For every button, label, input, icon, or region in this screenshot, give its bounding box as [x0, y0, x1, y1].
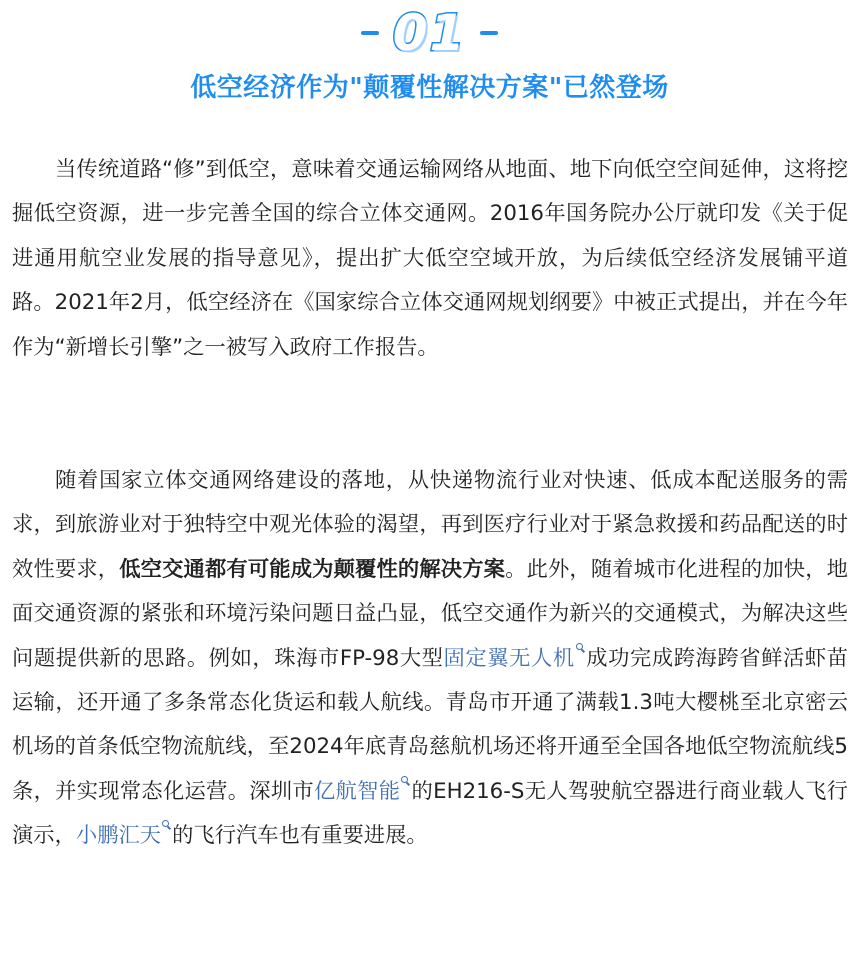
left-dash-decoration: [361, 31, 379, 35]
link-xpeng-aeroht[interactable]: 小鹏汇天: [75, 823, 162, 849]
section-number: 01: [392, 4, 467, 62]
link-fixed-wing-drone[interactable]: 固定翼无人机: [443, 645, 575, 671]
paragraph-2-text-5: 的飞行汽车也有重要进展。: [172, 823, 428, 849]
paragraph-2-text-2: 。此外，随着城市化进程的加快，地面交通资源的紧张和环境污染问题日益凸显，低空交通作为新兴的交通模式，为解决这些问题提供新的思路。例如，珠海市FP-98大型: [12, 556, 848, 671]
paragraph-1: 当传统道路“修”到低空，意味着交通运输网络从地面、地下向低空空间延伸，这将挖掘低空资源，进一步完善全国的综合立体交通网。2016年国务院办公厅就印发《关于促进通用航空业发展的指导意见》，提出扩大低空空域开放，为后续低空经济发展铺平道路。2021年2月，低空经济在《国家综合立体交通网规划纲要》中被正式提出，并在今年作为“新增长引擎”之一被写入政府工作报告。: [12, 157, 848, 360]
search-icon[interactable]: [162, 820, 171, 834]
link-ehang[interactable]: 亿航智能: [313, 778, 401, 804]
paragraph-2-text-3: 成功完成跨海跨省鲜活虾苗运输，还开通了多条常态化货运和载人航线。青岛市开通了满载1.3吨大樱桃至北京密云机场的首条低空物流航线，至2024年底青岛慈航机场还将开通至全国各地低空物流航线5条，并实现常态化运营。深圳市: [12, 645, 848, 804]
section-title: 低空经济作为"颠覆性解决方案"已然登场: [190, 73, 669, 103]
paragraph-2-text-4: 的EH216-S无人驾驶航空器进行商业载人飞行演示，: [12, 778, 848, 849]
section-number-row: [0, 4, 859, 62]
paragraph-2-text-1: 随着国家立体交通网络建设的落地，从快递物流行业对快速、低成本配送服务的需求，到旅游业对于独特空中观光体验的渴望，再到医疗行业对于紧急救援和药品配送的时效性要求，: [12, 468, 848, 582]
search-icon[interactable]: [576, 643, 585, 657]
paragraph-2: [12, 459, 848, 859]
right-dash-decoration: [480, 31, 498, 35]
paragraph-2-bold-highlight: 低空交通都有可能成为颠覆性的解决方案: [119, 556, 506, 582]
search-icon[interactable]: [401, 776, 410, 790]
